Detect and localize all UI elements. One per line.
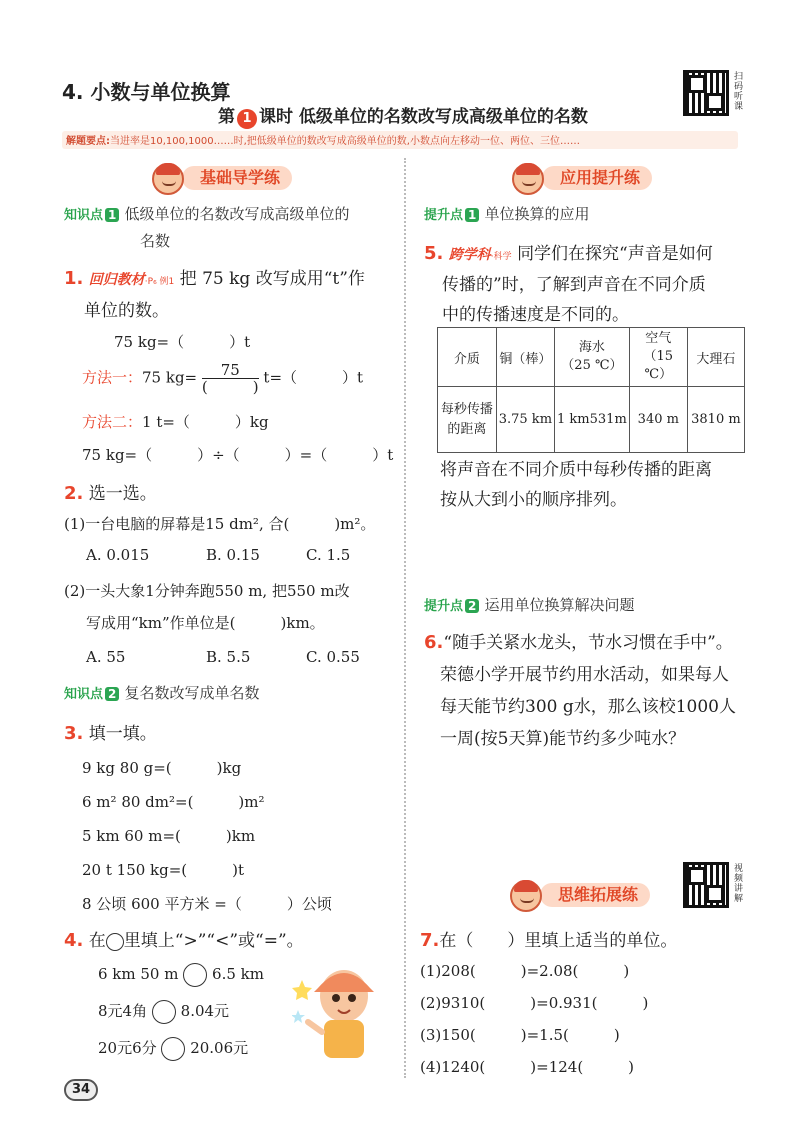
table-row-head: 每秒传播 的距离 <box>438 387 497 453</box>
q2b-opt-a: A. 55 <box>86 648 126 666</box>
method-1: 方法一：75 kg= $\frac{75}{( )} t=$（ ）t <box>82 361 364 396</box>
table-cell: 340 m <box>629 387 687 453</box>
cartoon-face-icon <box>152 163 184 195</box>
q2b-opt-c: C. 0.55 <box>306 648 360 666</box>
section-applied <box>512 163 672 193</box>
method-3: 75 kg=（ ）÷（ ）=（ ）t <box>82 446 394 464</box>
q6-line4: 一周(按5天算)能节约多少吨水？ <box>440 729 686 749</box>
question-7: 7.在（ ）里填上适当的单位。 <box>420 930 678 951</box>
qr-label-bottom: 视频讲解 <box>734 864 744 904</box>
table-cell: 3.75 km <box>496 387 554 453</box>
section-basic-title: 基础导学练 <box>182 166 292 190</box>
q1-line2: 单位的数。 <box>84 301 169 321</box>
compare-circle-1[interactable] <box>183 963 207 987</box>
question-3: 3. 填一填。 <box>64 723 157 744</box>
compare-circle-2[interactable] <box>152 1000 176 1024</box>
q2a: (1)一台电脑的屏幕是15 dm², 合( )m²。 <box>64 515 376 533</box>
q5-ask-line1: 将声音在不同介质中每秒传播的距离 <box>440 460 712 480</box>
cartoon-face-icon-3 <box>510 880 542 912</box>
qr-code-video[interactable] <box>683 862 729 908</box>
q4-item-2: 8元4角 8.04元 <box>98 1000 229 1024</box>
column-divider <box>404 158 406 1078</box>
table-header: 海水 （25 ℃） <box>555 328 630 387</box>
knowledge-point-2: 知识点 2 复名数改写成单名数 <box>64 684 260 702</box>
page-number: 34 <box>64 1079 98 1101</box>
q7-item-1: (1)208( )=2.08( ) <box>420 962 630 980</box>
q5-line3: 中的传播速度是不同的。 <box>442 305 629 325</box>
section-basic <box>152 163 312 193</box>
table-header: 大理石 <box>687 328 744 387</box>
q3-item-4: 20 t 150 kg=( )t <box>82 861 245 879</box>
tip-point-1: 提升点 1 单位换算的应用 <box>424 205 590 223</box>
table-header: 空气 （15 ℃） <box>629 328 687 387</box>
q7-item-4: (4)1240( )=124( ) <box>420 1058 635 1076</box>
q1-eq1: 75 kg=（ ）t <box>114 333 251 351</box>
table-cell: 3810 m <box>687 387 744 453</box>
q7-item-3: (3)150( )=1.5( ) <box>420 1026 620 1044</box>
method-2: 方法二：1 t=（ ）kg <box>82 413 269 431</box>
table-cell: 1 km531m <box>555 387 630 453</box>
q3-item-1: 9 kg 80 g=( )kg <box>82 759 242 777</box>
cartoon-boy-icon <box>292 960 388 1066</box>
table-header: 铜（棒） <box>496 328 554 387</box>
question-1: 1. 回归教材·P₆ 例1 把 75 kg 改写成用“t”作 <box>64 268 365 289</box>
cartoon-face-icon-2 <box>512 163 544 195</box>
q6-line2: 荣德小学开展节约用水活动，如果每人 <box>440 665 729 685</box>
q2a-opt-c: C. 1.5 <box>306 546 351 564</box>
q4-item-3: 20元6分 20.06元 <box>98 1037 248 1061</box>
qr-label-top: 扫码听课 <box>734 72 744 112</box>
unit-title: 4. 小数与单位换算 <box>62 80 231 104</box>
sound-speed-table <box>437 327 745 453</box>
table-header: 介质 <box>438 328 497 387</box>
tip-point-2: 提升点 2 运用单位换算解决问题 <box>424 596 635 614</box>
question-4: 4. 在 里填上“>”“<”或“=”。 <box>64 930 304 951</box>
q2a-opt-a: A. 0.015 <box>86 546 150 564</box>
question-5: 5. 跨学科·科学 同学们在探究“声音是如何 <box>424 243 713 264</box>
lesson-title: 第 1 课时 低级单位的名数改写成高级单位的名数 <box>218 107 588 127</box>
section-expand-title: 思维拓展练 <box>540 883 650 907</box>
compare-circle-3[interactable] <box>161 1037 185 1061</box>
q2b-line2: 写成用“km”作单位是( )km。 <box>86 614 325 632</box>
tip-text: 解题要点:当进率是10,100,1000……时,把低级单位的数改写成高级单位的数,小数点向左移动一位、两位、三位…… <box>66 136 580 147</box>
knowledge-point-1: 知识点 1 低级单位的名数改写成高级单位的 <box>64 205 350 223</box>
q3-item-3: 5 km 60 m=( )km <box>82 827 256 845</box>
q3-item-2: 6 m² 80 dm²=( )m² <box>82 793 265 811</box>
q4-item-1: 6 km 50 m 6.5 km <box>98 963 264 987</box>
question-2: 2. 选一选。 <box>64 483 157 504</box>
q2b-line1: (2)一头大象1分钟奔跑550 m, 把550 m改 <box>64 582 350 600</box>
lesson-number-badge: 1 <box>237 109 257 129</box>
section-applied-title: 应用提升练 <box>542 166 652 190</box>
q6-line3: 每天能节约300 g水，那么该校1000人 <box>440 697 736 717</box>
qr-code-lesson[interactable] <box>683 70 729 116</box>
q5-line2: 传播的”时，了解到声音在不同介质 <box>442 275 706 295</box>
q2a-opt-b: B. 0.15 <box>206 546 260 564</box>
kp1-title-line2: 名数 <box>140 232 171 250</box>
q3-item-5: 8 公顷 600 平方米 =（ ）公顷 <box>82 895 332 913</box>
q5-ask-line2: 按从大到小的顺序排列。 <box>440 490 627 510</box>
q7-item-2: (2)9310( )=0.931( ) <box>420 994 649 1012</box>
question-6: 6.“随手关紧水龙头，节水习惯在手中”。 <box>424 632 733 653</box>
q2b-opt-b: B. 5.5 <box>206 648 251 666</box>
section-expand <box>510 880 670 910</box>
